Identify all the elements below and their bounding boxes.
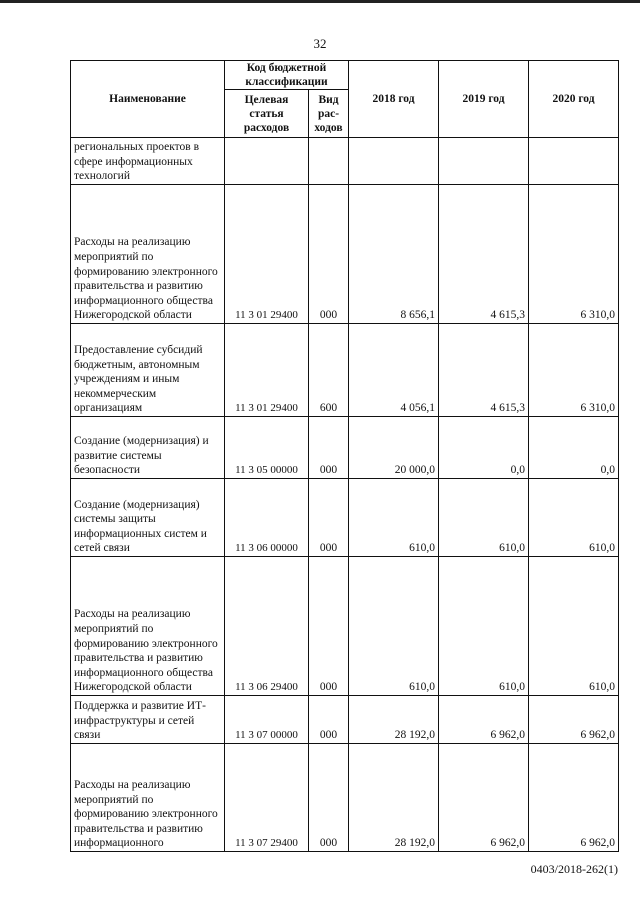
row-target-item: 11 3 07 29400	[225, 744, 309, 852]
document-code: 0403/2018-262(1)	[530, 862, 618, 876]
row-2020: 6 962,0	[529, 696, 619, 744]
table-row	[71, 557, 619, 696]
row-2020: 6 962,0	[529, 744, 619, 852]
row-2020: 610,0	[529, 479, 619, 557]
row-2020	[529, 138, 619, 185]
table-row	[71, 479, 619, 557]
row-2020: 6 310,0	[529, 185, 619, 324]
row-2019	[439, 138, 529, 185]
table-row	[71, 744, 619, 852]
row-expense-type: 600	[309, 324, 349, 417]
header-row-top	[71, 61, 619, 90]
header-2018: 2018 год	[349, 61, 439, 138]
row-name: Расходы на реализацию мероприятий по формированию электронного правительства и развитию информационного общества Нижегородской области	[71, 557, 225, 696]
row-2018: 4 056,1	[349, 324, 439, 417]
row-2019: 6 962,0	[439, 744, 529, 852]
table-row	[71, 324, 619, 417]
row-2019: 0,0	[439, 417, 529, 479]
row-target-item: 11 3 07 00000	[225, 696, 309, 744]
row-target-item: 11 3 06 00000	[225, 479, 309, 557]
row-2019: 4 615,3	[439, 324, 529, 417]
row-2018: 20 000,0	[349, 417, 439, 479]
row-2018: 28 192,0	[349, 696, 439, 744]
page-top-border	[0, 0, 640, 3]
row-2019: 4 615,3	[439, 185, 529, 324]
row-2019: 610,0	[439, 479, 529, 557]
row-expense-type: 000	[309, 557, 349, 696]
row-expense-type	[309, 138, 349, 185]
header-expense-type: Вид рас-ходов	[309, 90, 349, 138]
row-expense-type: 000	[309, 185, 349, 324]
row-2018: 28 192,0	[349, 744, 439, 852]
row-2018	[349, 138, 439, 185]
row-name: региональных проектов в сфере информационных технологий	[71, 138, 225, 185]
row-name: Поддержка и развитие ИТ-инфраструктуры и сетей связи	[71, 696, 225, 744]
row-target-item: 11 3 01 29400	[225, 324, 309, 417]
row-2020: 0,0	[529, 417, 619, 479]
row-target-item	[225, 138, 309, 185]
row-name: Расходы на реализацию мероприятий по формированию электронного правительства и развитию информационного общества Нижегородской области	[71, 185, 225, 324]
row-target-item: 11 3 01 29400	[225, 185, 309, 324]
row-name: Создание (модернизация) и развитие системы безопасности	[71, 417, 225, 479]
row-2018: 610,0	[349, 479, 439, 557]
row-name: Расходы на реализацию мероприятий по формированию электронного правительства и развитию информационного	[71, 744, 225, 852]
header-2020: 2020 год	[529, 61, 619, 138]
header-2019: 2019 год	[439, 61, 529, 138]
row-expense-type: 000	[309, 744, 349, 852]
row-name: Предоставление субсидий бюджетным, автономным учреждениям и иным некоммерческим организациям	[71, 324, 225, 417]
row-target-item: 11 3 05 00000	[225, 417, 309, 479]
row-2019: 610,0	[439, 557, 529, 696]
header-name: Наименование	[71, 61, 225, 138]
row-target-item: 11 3 06 29400	[225, 557, 309, 696]
header-target-item: Целевая статья расходов	[225, 90, 309, 138]
row-2020: 6 310,0	[529, 324, 619, 417]
page-number: 32	[313, 36, 327, 51]
table-row	[71, 417, 619, 479]
row-name: Создание (модернизация) системы защиты информационных систем и сетей связи	[71, 479, 225, 557]
row-2018: 8 656,1	[349, 185, 439, 324]
row-expense-type: 000	[309, 479, 349, 557]
table-row	[71, 696, 619, 744]
budget-table	[70, 60, 619, 852]
row-2020: 610,0	[529, 557, 619, 696]
row-expense-type: 000	[309, 417, 349, 479]
table-row	[71, 138, 619, 185]
table-row	[71, 185, 619, 324]
row-2018: 610,0	[349, 557, 439, 696]
row-2019: 6 962,0	[439, 696, 529, 744]
header-budget-code: Код бюджетной классификации	[225, 61, 349, 90]
row-expense-type: 000	[309, 696, 349, 744]
